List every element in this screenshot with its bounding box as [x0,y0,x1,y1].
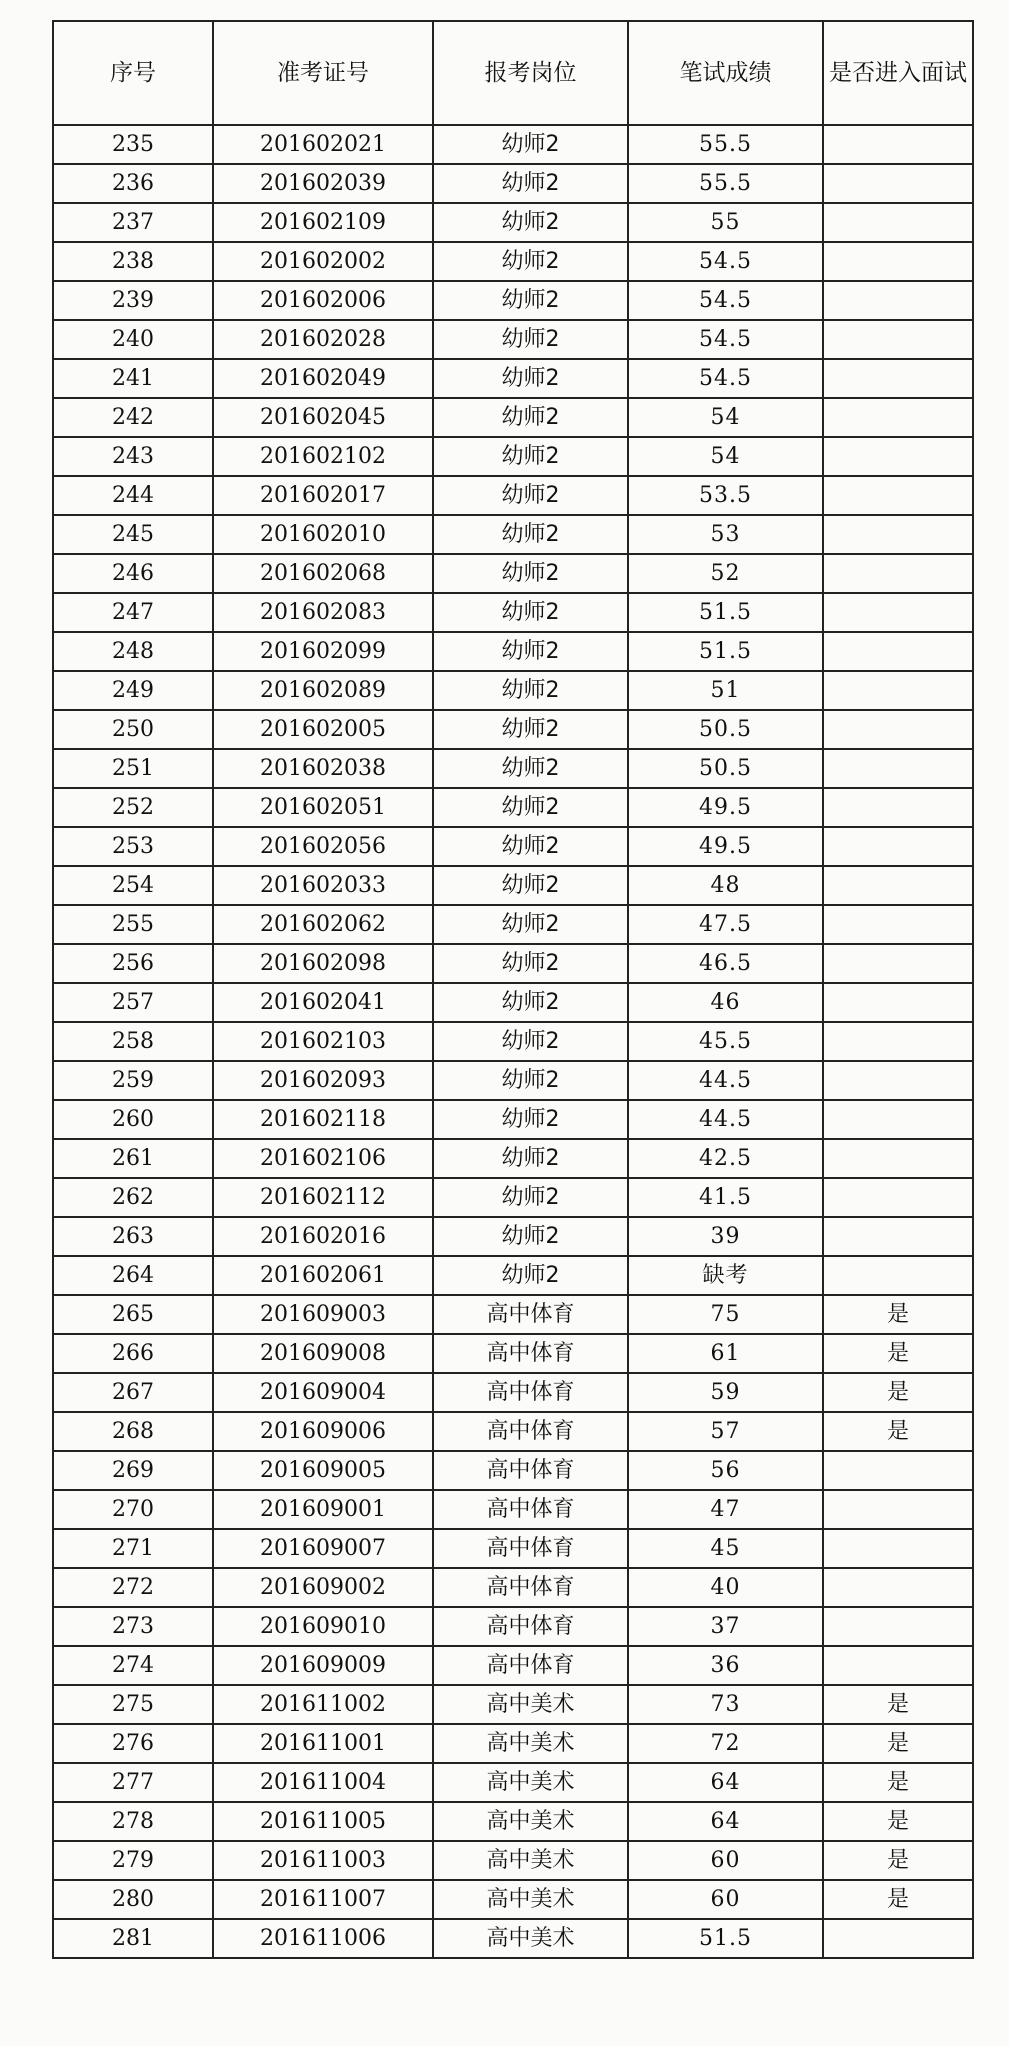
row-score: 45.5 [628,1022,823,1061]
table-row [53,671,973,710]
row-seq: 244 [53,476,213,515]
row-position: 幼师2 [433,1100,628,1139]
row-score: 64 [628,1802,823,1841]
row-exam-id: 201609009 [213,1646,433,1685]
row-position: 幼师2 [433,944,628,983]
table-row [53,1880,973,1919]
row-score: 47 [628,1490,823,1529]
row-interview [823,1217,973,1256]
row-score: 44.5 [628,1100,823,1139]
row-interview [823,1607,973,1646]
row-interview: 是 [823,1802,973,1841]
header-interview: 是否进入面试 [823,21,973,125]
row-interview [823,1022,973,1061]
table-row [53,1529,973,1568]
row-position: 幼师2 [433,788,628,827]
row-exam-id: 201602049 [213,359,433,398]
row-seq: 265 [53,1295,213,1334]
row-interview [823,515,973,554]
table-row [53,1100,973,1139]
row-interview [823,320,973,359]
row-score: 41.5 [628,1178,823,1217]
row-exam-id: 201609007 [213,1529,433,1568]
row-score: 55 [628,203,823,242]
table-row [53,710,973,749]
results-sheet [52,20,972,1959]
row-seq: 273 [53,1607,213,1646]
row-score: 54.5 [628,359,823,398]
row-position: 高中体育 [433,1451,628,1490]
row-seq: 243 [53,437,213,476]
row-seq: 238 [53,242,213,281]
row-interview: 是 [823,1412,973,1451]
row-exam-id: 201609010 [213,1607,433,1646]
row-seq: 242 [53,398,213,437]
row-interview [823,1568,973,1607]
row-interview: 是 [823,1880,973,1919]
table-row [53,1451,973,1490]
row-seq: 270 [53,1490,213,1529]
row-position: 幼师2 [433,632,628,671]
row-exam-id: 201602006 [213,281,433,320]
row-score: 75 [628,1295,823,1334]
table-row [53,515,973,554]
row-position: 幼师2 [433,671,628,710]
row-interview [823,1256,973,1295]
table-row [53,1022,973,1061]
table-row [53,1919,973,1958]
table-row [53,242,973,281]
row-interview [823,1139,973,1178]
row-position: 高中体育 [433,1295,628,1334]
row-seq: 248 [53,632,213,671]
table-row [53,281,973,320]
row-seq: 247 [53,593,213,632]
row-score: 60 [628,1841,823,1880]
row-score: 45 [628,1529,823,1568]
row-position: 高中体育 [433,1646,628,1685]
table-row [53,788,973,827]
table-row [53,905,973,944]
row-exam-id: 201602112 [213,1178,433,1217]
row-exam-id: 201609003 [213,1295,433,1334]
row-seq: 236 [53,164,213,203]
table-row [53,398,973,437]
table-row [53,437,973,476]
table-row [53,164,973,203]
row-interview [823,1178,973,1217]
row-score: 57 [628,1412,823,1451]
row-interview [823,242,973,281]
row-position: 高中体育 [433,1607,628,1646]
row-interview [823,554,973,593]
row-interview [823,359,973,398]
row-position: 幼师2 [433,1178,628,1217]
row-seq: 281 [53,1919,213,1958]
row-exam-id: 201602016 [213,1217,433,1256]
row-interview [823,476,973,515]
row-score: 40 [628,1568,823,1607]
row-exam-id: 201602102 [213,437,433,476]
row-position: 高中美术 [433,1880,628,1919]
row-score: 51.5 [628,1919,823,1958]
row-seq: 259 [53,1061,213,1100]
row-exam-id: 201609006 [213,1412,433,1451]
row-interview [823,281,973,320]
row-position: 幼师2 [433,281,628,320]
row-seq: 277 [53,1763,213,1802]
row-interview [823,632,973,671]
header-exam-id: 准考证号 [213,21,433,125]
row-seq: 264 [53,1256,213,1295]
row-score: 64 [628,1763,823,1802]
row-score: 54 [628,398,823,437]
row-score: 59 [628,1373,823,1412]
row-score: 55.5 [628,164,823,203]
row-score: 61 [628,1334,823,1373]
row-exam-id: 201602005 [213,710,433,749]
row-exam-id: 201602039 [213,164,433,203]
row-score: 36 [628,1646,823,1685]
row-interview: 是 [823,1841,973,1880]
header-written-score: 笔试成绩 [628,21,823,125]
row-seq: 271 [53,1529,213,1568]
table-body [53,125,973,1958]
row-seq: 266 [53,1334,213,1373]
table-row [53,1295,973,1334]
row-position: 幼师2 [433,398,628,437]
row-position: 高中体育 [433,1529,628,1568]
row-seq: 252 [53,788,213,827]
row-position: 幼师2 [433,320,628,359]
row-interview [823,203,973,242]
row-exam-id: 201602109 [213,203,433,242]
row-score: 54 [628,437,823,476]
row-seq: 251 [53,749,213,788]
row-score: 56 [628,1451,823,1490]
row-exam-id: 201602061 [213,1256,433,1295]
row-seq: 253 [53,827,213,866]
table-row [53,1724,973,1763]
table-row [53,866,973,905]
row-seq: 258 [53,1022,213,1061]
row-position: 幼师2 [433,1256,628,1295]
row-exam-id: 201602103 [213,1022,433,1061]
row-seq: 278 [53,1802,213,1841]
row-score: 51 [628,671,823,710]
row-score: 46.5 [628,944,823,983]
row-seq: 272 [53,1568,213,1607]
row-position: 幼师2 [433,827,628,866]
row-seq: 235 [53,125,213,164]
row-position: 幼师2 [433,905,628,944]
row-interview [823,1061,973,1100]
row-seq: 239 [53,281,213,320]
row-seq: 255 [53,905,213,944]
row-seq: 280 [53,1880,213,1919]
row-interview [823,749,973,788]
row-interview [823,437,973,476]
row-interview: 是 [823,1295,973,1334]
row-seq: 275 [53,1685,213,1724]
header-position: 报考岗位 [433,21,628,125]
row-interview: 是 [823,1334,973,1373]
row-interview: 是 [823,1373,973,1412]
row-score: 39 [628,1217,823,1256]
row-position: 幼师2 [433,749,628,788]
row-exam-id: 201609004 [213,1373,433,1412]
row-position: 幼师2 [433,125,628,164]
header-row [53,21,973,125]
row-position: 高中美术 [433,1763,628,1802]
row-position: 幼师2 [433,515,628,554]
row-exam-id: 201602106 [213,1139,433,1178]
row-score: 44.5 [628,1061,823,1100]
row-position: 高中美术 [433,1841,628,1880]
row-seq: 257 [53,983,213,1022]
row-exam-id: 201602041 [213,983,433,1022]
row-score: 37 [628,1607,823,1646]
row-score: 52 [628,554,823,593]
table-row [53,1646,973,1685]
row-exam-id: 201602033 [213,866,433,905]
row-position: 幼师2 [433,1061,628,1100]
row-score: 47.5 [628,905,823,944]
row-exam-id: 201602028 [213,320,433,359]
row-exam-id: 201611002 [213,1685,433,1724]
row-interview [823,1529,973,1568]
row-seq: 237 [53,203,213,242]
row-score: 缺考 [628,1256,823,1295]
row-seq: 269 [53,1451,213,1490]
row-position: 高中美术 [433,1724,628,1763]
row-position: 高中美术 [433,1919,628,1958]
row-exam-id: 201609005 [213,1451,433,1490]
row-exam-id: 201611006 [213,1919,433,1958]
table-row [53,1334,973,1373]
table-row [53,1685,973,1724]
table-row [53,593,973,632]
row-score: 50.5 [628,749,823,788]
row-score: 55.5 [628,125,823,164]
row-interview [823,1490,973,1529]
row-score: 50.5 [628,710,823,749]
row-position: 幼师2 [433,242,628,281]
row-exam-id: 201602083 [213,593,433,632]
row-position: 幼师2 [433,359,628,398]
row-exam-id: 201611003 [213,1841,433,1880]
row-score: 53 [628,515,823,554]
row-seq: 267 [53,1373,213,1412]
row-exam-id: 201609001 [213,1490,433,1529]
row-seq: 245 [53,515,213,554]
row-score: 42.5 [628,1139,823,1178]
row-interview [823,944,973,983]
row-interview [823,866,973,905]
table-row [53,203,973,242]
row-interview: 是 [823,1685,973,1724]
row-interview [823,125,973,164]
row-exam-id: 201602118 [213,1100,433,1139]
row-seq: 240 [53,320,213,359]
row-score: 54.5 [628,320,823,359]
row-seq: 254 [53,866,213,905]
row-position: 幼师2 [433,1217,628,1256]
row-score: 53.5 [628,476,823,515]
row-position: 幼师2 [433,1139,628,1178]
row-exam-id: 201602045 [213,398,433,437]
row-interview [823,905,973,944]
row-seq: 256 [53,944,213,983]
row-score: 51.5 [628,593,823,632]
table-row [53,359,973,398]
row-score: 46 [628,983,823,1022]
row-exam-id: 201602010 [213,515,433,554]
row-score: 49.5 [628,788,823,827]
row-interview [823,983,973,1022]
table-row [53,632,973,671]
row-position: 高中体育 [433,1412,628,1451]
row-interview [823,1919,973,1958]
row-exam-id: 201611001 [213,1724,433,1763]
row-seq: 263 [53,1217,213,1256]
row-exam-id: 201602068 [213,554,433,593]
table-row [53,1763,973,1802]
row-seq: 249 [53,671,213,710]
table-row [53,1490,973,1529]
row-seq: 250 [53,710,213,749]
row-seq: 274 [53,1646,213,1685]
row-seq: 246 [53,554,213,593]
row-score: 49.5 [628,827,823,866]
row-position: 高中体育 [433,1490,628,1529]
row-position: 幼师2 [433,983,628,1022]
row-position: 高中美术 [433,1802,628,1841]
row-seq: 261 [53,1139,213,1178]
table-row [53,1139,973,1178]
table-row [53,1841,973,1880]
row-interview: 是 [823,1763,973,1802]
row-exam-id: 201602099 [213,632,433,671]
row-seq: 276 [53,1724,213,1763]
table-row [53,944,973,983]
table-row [53,1802,973,1841]
row-exam-id: 201609002 [213,1568,433,1607]
row-exam-id: 201602017 [213,476,433,515]
table-row [53,1607,973,1646]
row-exam-id: 201602089 [213,671,433,710]
table-row [53,1178,973,1217]
row-interview [823,164,973,203]
row-position: 幼师2 [433,710,628,749]
row-score: 54.5 [628,242,823,281]
row-position: 幼师2 [433,164,628,203]
table-row [53,749,973,788]
row-score: 72 [628,1724,823,1763]
header-seq: 序号 [53,21,213,125]
row-interview [823,710,973,749]
row-score: 48 [628,866,823,905]
table-row [53,1568,973,1607]
row-exam-id: 201602098 [213,944,433,983]
row-position: 高中美术 [433,1685,628,1724]
table-row [53,320,973,359]
row-exam-id: 201609008 [213,1334,433,1373]
table-row [53,1217,973,1256]
row-exam-id: 201611004 [213,1763,433,1802]
row-interview [823,1451,973,1490]
row-interview [823,398,973,437]
row-position: 高中体育 [433,1373,628,1412]
row-exam-id: 201602062 [213,905,433,944]
row-interview [823,788,973,827]
row-exam-id: 201602051 [213,788,433,827]
row-interview [823,1100,973,1139]
row-position: 幼师2 [433,554,628,593]
row-position: 幼师2 [433,1022,628,1061]
row-interview [823,671,973,710]
table-row [53,554,973,593]
row-interview [823,1646,973,1685]
row-seq: 279 [53,1841,213,1880]
row-interview: 是 [823,1724,973,1763]
row-seq: 241 [53,359,213,398]
row-exam-id: 201602002 [213,242,433,281]
row-position: 幼师2 [433,203,628,242]
row-exam-id: 201602021 [213,125,433,164]
row-exam-id: 201602093 [213,1061,433,1100]
table-row [53,1412,973,1451]
table-row [53,983,973,1022]
exam-results-table [52,20,974,1959]
row-position: 高中体育 [433,1568,628,1607]
table-row [53,1373,973,1412]
row-score: 54.5 [628,281,823,320]
table-row [53,125,973,164]
table-row [53,476,973,515]
table-row [53,827,973,866]
row-position: 幼师2 [433,476,628,515]
row-seq: 260 [53,1100,213,1139]
row-position: 幼师2 [433,866,628,905]
row-exam-id: 201602056 [213,827,433,866]
row-seq: 268 [53,1412,213,1451]
row-exam-id: 201602038 [213,749,433,788]
row-score: 60 [628,1880,823,1919]
row-seq: 262 [53,1178,213,1217]
row-score: 51.5 [628,632,823,671]
table-row [53,1256,973,1295]
row-position: 幼师2 [433,593,628,632]
row-position: 高中体育 [433,1334,628,1373]
row-exam-id: 201611007 [213,1880,433,1919]
row-position: 幼师2 [433,437,628,476]
table-row [53,1061,973,1100]
row-score: 73 [628,1685,823,1724]
row-interview [823,593,973,632]
row-exam-id: 201611005 [213,1802,433,1841]
row-interview [823,827,973,866]
